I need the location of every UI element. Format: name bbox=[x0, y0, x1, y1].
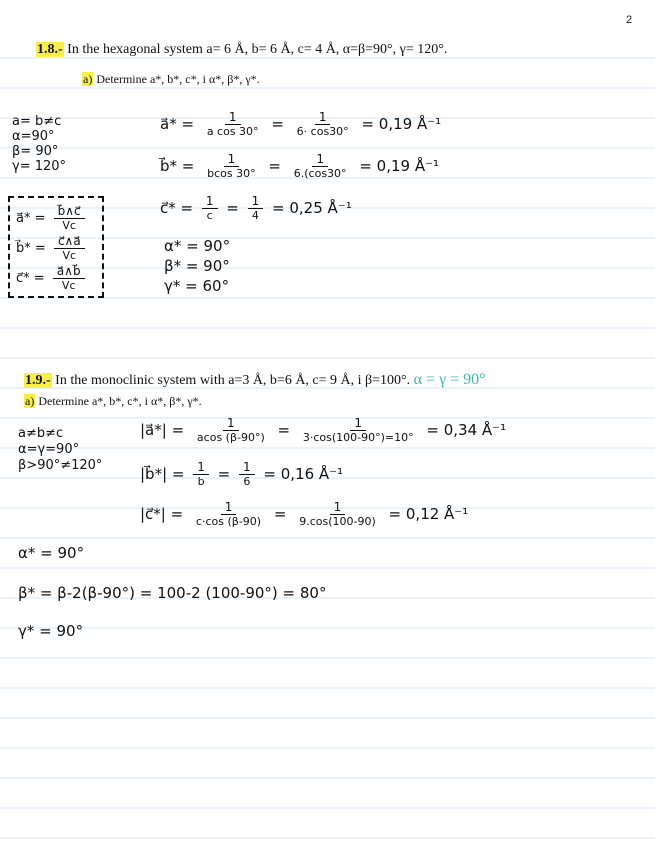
a-star-definition: a⃗* = $\frac{b⃗\wedge c⃗}{Vc}$ bbox=[16, 204, 89, 234]
problem-1-8-statement bbox=[36, 42, 447, 58]
given-line: γ= 120° bbox=[12, 159, 67, 174]
problem-1-8-number: 1.8.- bbox=[37, 42, 63, 57]
b-star-magnitude-calc: |b⃗*| = $\frac{1}{b}$ = $\frac{1}{6}$ = 0,16 Å⁻¹ bbox=[140, 460, 344, 488]
monoclinic-givens bbox=[18, 426, 102, 474]
part-a-label: a) bbox=[83, 72, 93, 86]
reciprocal-definitions bbox=[16, 204, 89, 294]
page-number: 2 bbox=[626, 14, 633, 26]
part-a-text: Determine a*, b*, c*, i α*, β*, γ*. bbox=[38, 394, 202, 408]
gamma-star: γ* = 60° bbox=[164, 277, 230, 295]
problem-1-9-statement bbox=[24, 371, 486, 389]
hexagonal-givens bbox=[12, 114, 66, 174]
beta-star: β* = 90° bbox=[164, 257, 230, 275]
given-line: α=γ=90° bbox=[18, 442, 80, 457]
b-star-calc: b⃗* = $\frac{1}{bcos 30^\circ}$ = $\frac{1}{6.(\cos 30^\circ}$ = 0,19 Å⁻¹ bbox=[160, 152, 440, 180]
given-line: a= b≠c bbox=[12, 114, 62, 129]
problem-1-8-text: In the hexagonal system a= 6 Å, b= 6 Å, c= 4 Å, α=β=90°, γ= 120°. bbox=[67, 42, 448, 57]
a-star-calc: a⃗* = $\frac{1}{\text{a cos 30°}}$ = $\frac{1}{6\cdot \cos 30^\circ}$ = 0,19 Å⁻¹ bbox=[160, 110, 442, 138]
a-star-magnitude-calc: |a⃗*| = $\frac{1}{acos (\beta-90^\circ)}$ = $\frac{1}{3\cdot\cos(100-90^\circ)=10^\circ}$ = 0,34 Å⁻¹ bbox=[140, 416, 507, 444]
given-line: β= 90° bbox=[12, 144, 59, 159]
problem-1-9-number: 1.9.- bbox=[25, 373, 51, 388]
alpha-star: α* = 90° bbox=[164, 237, 231, 255]
part-a-text: Determine a*, b*, c*, i α*, β*, γ*. bbox=[96, 72, 260, 86]
c-star-magnitude-calc: |c⃗*| = $\frac{1}{c\cdot\cos (\beta-90)}$ = $\frac{1}{9.\cos(100-90)}$ = 0,12 Å⁻¹ bbox=[140, 500, 469, 528]
teal-annotation: α = γ = 90° bbox=[413, 371, 486, 388]
problem-1-9-text: In the monoclinic system with a=3 Å, b=6 Å, c= 9 Å, i β=100°. bbox=[55, 373, 411, 388]
problem-1-9-part-a bbox=[24, 394, 202, 409]
b-star-definition: b⃗* = $\frac{c⃗\wedge a⃗}{Vc}$ bbox=[16, 234, 89, 264]
part-a-label: a) bbox=[25, 394, 35, 408]
gamma-star-result: γ* = 90° bbox=[18, 622, 84, 640]
hexagonal-angles-result bbox=[164, 236, 230, 296]
given-line: a≠b≠c bbox=[18, 426, 64, 441]
alpha-star-result: α* = 90° bbox=[18, 544, 85, 562]
c-star-calc: c⃗* = $\frac{1}{c}$ = $\frac{1}{4}$ = 0,25 Å⁻¹ bbox=[160, 194, 352, 222]
given-line: α=90° bbox=[12, 129, 55, 144]
given-line: β>90°≠120° bbox=[18, 458, 103, 473]
beta-star-result: β* = β-2(β-90°) = 100-2 (100-90°) = 80° bbox=[18, 584, 327, 602]
c-star-definition: c⃗* = $\frac{a⃗\wedge b⃗}{Vc}$ bbox=[16, 264, 89, 294]
problem-1-8-part-a bbox=[82, 72, 260, 87]
